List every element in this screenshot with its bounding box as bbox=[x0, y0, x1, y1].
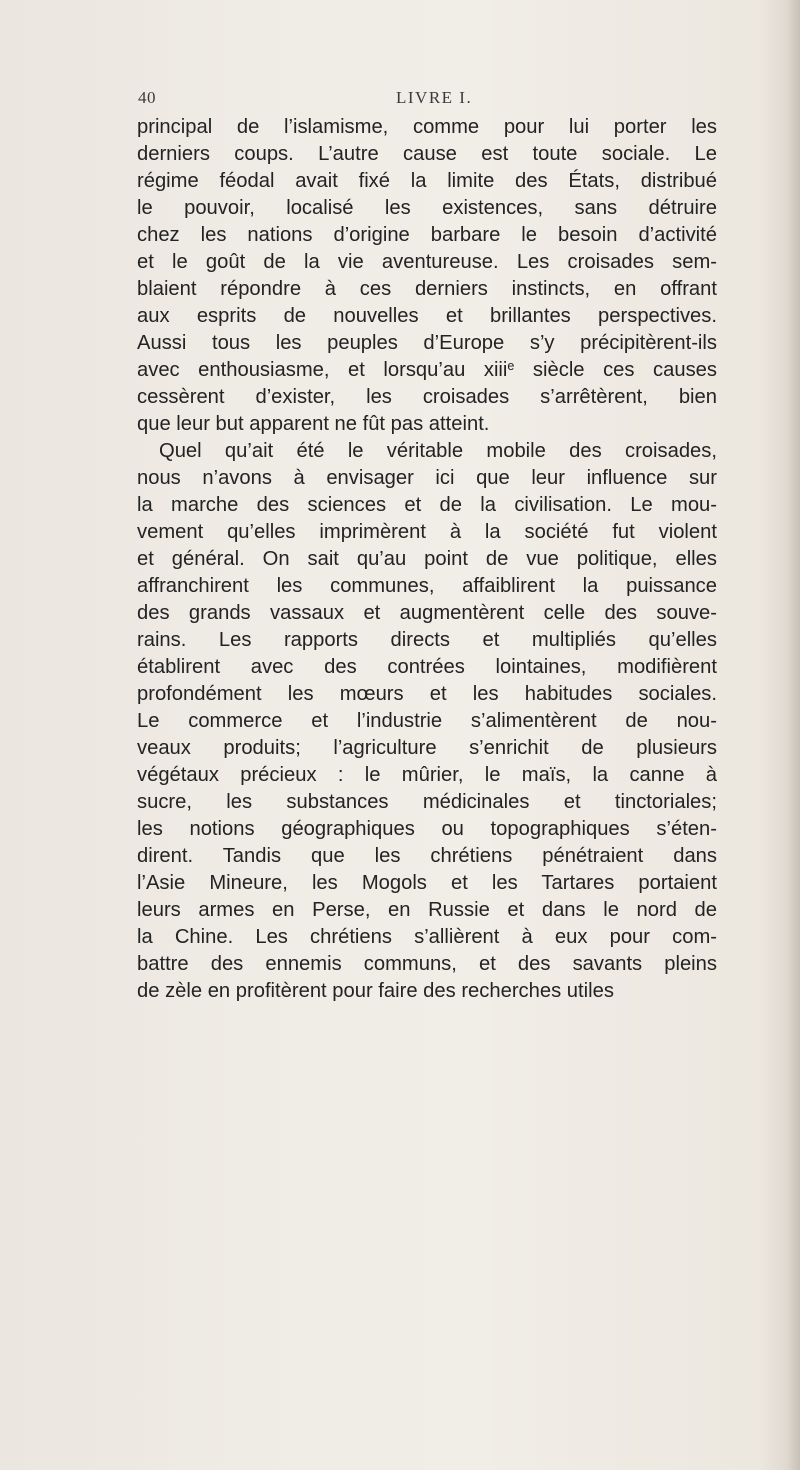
text-line-10-start: avec enthousiasme, et lorsqu’au xiii bbox=[137, 359, 508, 381]
body-text bbox=[137, 114, 717, 1005]
page-edge-shadow bbox=[786, 0, 800, 1470]
text-line-32: battre des ennemis communs, et des savants pleins bbox=[137, 953, 717, 975]
text-line-10-end: siècle ces causes bbox=[514, 359, 717, 381]
text-line-1: principal de l’islamisme, comme pour lui porter les bbox=[137, 116, 717, 138]
text-line-29: l’Asie Mineure, les Mogols et les Tartares portaient bbox=[137, 872, 717, 894]
text-line-19: des grands vassaux et augmentèrent celle des souve- bbox=[137, 602, 717, 624]
text-line-9: Aussi tous les peuples d’Europe s’y précipitèrent-ils bbox=[137, 332, 717, 354]
text-line-25: végétaux précieux : le mûrier, le maïs, la canne à bbox=[137, 764, 717, 786]
text-line-24: veaux produits; l’agriculture s’enrichit de plusieurs bbox=[137, 737, 717, 759]
text-line-7: blaient répondre à ces derniers instincts, en offrant bbox=[137, 278, 717, 300]
text-line-26: sucre, les substances médicinales et tinctoriales; bbox=[137, 791, 717, 813]
text-line-10 bbox=[137, 357, 717, 384]
text-line-8: aux esprits de nouvelles et brillantes perspectives. bbox=[137, 305, 717, 327]
text-line-15: la marche des sciences et de la civilisation. Le mou- bbox=[137, 494, 717, 516]
text-line-16: vement qu’elles imprimèrent à la société fut violent bbox=[137, 521, 717, 543]
page-header bbox=[138, 88, 716, 112]
text-line-22: profondément les mœurs et les habitudes sociales. bbox=[137, 683, 717, 705]
text-line-11: cessèrent d’exister, les croisades s’arrêtèrent, bien bbox=[137, 386, 717, 408]
text-line-18: affranchirent les communes, affaiblirent la puissance bbox=[137, 575, 717, 597]
superscript-e: e bbox=[507, 358, 515, 373]
text-line-33: de zèle en profitèrent pour faire des recherches utiles bbox=[137, 980, 614, 1002]
text-line-13: Quel qu’ait été le véritable mobile des croisades, bbox=[159, 440, 717, 462]
text-line-3: régime féodal avait fixé la limite des États, distribué bbox=[137, 170, 717, 192]
text-line-5: chez les nations d’origine barbare le besoin d’activité bbox=[137, 224, 717, 246]
text-line-12: que leur but apparent ne fût pas atteint. bbox=[137, 413, 490, 435]
text-line-28: dirent. Tandis que les chrétiens pénétraient dans bbox=[137, 845, 717, 867]
text-line-17: et général. On sait qu’au point de vue politique, elles bbox=[137, 548, 717, 570]
running-head: LIVRE I. bbox=[396, 88, 473, 107]
text-line-31: la Chine. Les chrétiens s’allièrent à eux pour com- bbox=[137, 926, 717, 948]
text-line-27: les notions géographiques ou topographiques s’éten- bbox=[137, 818, 717, 840]
text-line-2: derniers coups. L’autre cause est toute sociale. Le bbox=[137, 143, 717, 165]
text-line-6: et le goût de la vie aventureuse. Les croisades sem- bbox=[137, 251, 717, 273]
text-line-4: le pouvoir, localisé les existences, sans détruire bbox=[137, 197, 717, 219]
text-line-20: rains. Les rapports directs et multipliés qu’elles bbox=[137, 629, 717, 651]
text-line-30: leurs armes en Perse, en Russie et dans le nord de bbox=[137, 899, 717, 921]
text-line-21: établirent avec des contrées lointaines, modifièrent bbox=[137, 656, 717, 678]
text-line-23: Le commerce et l’industrie s’alimentèrent de nou- bbox=[137, 710, 717, 732]
text-line-14: nous n’avons à envisager ici que leur influence sur bbox=[137, 467, 717, 489]
page-number: 40 bbox=[138, 88, 156, 107]
